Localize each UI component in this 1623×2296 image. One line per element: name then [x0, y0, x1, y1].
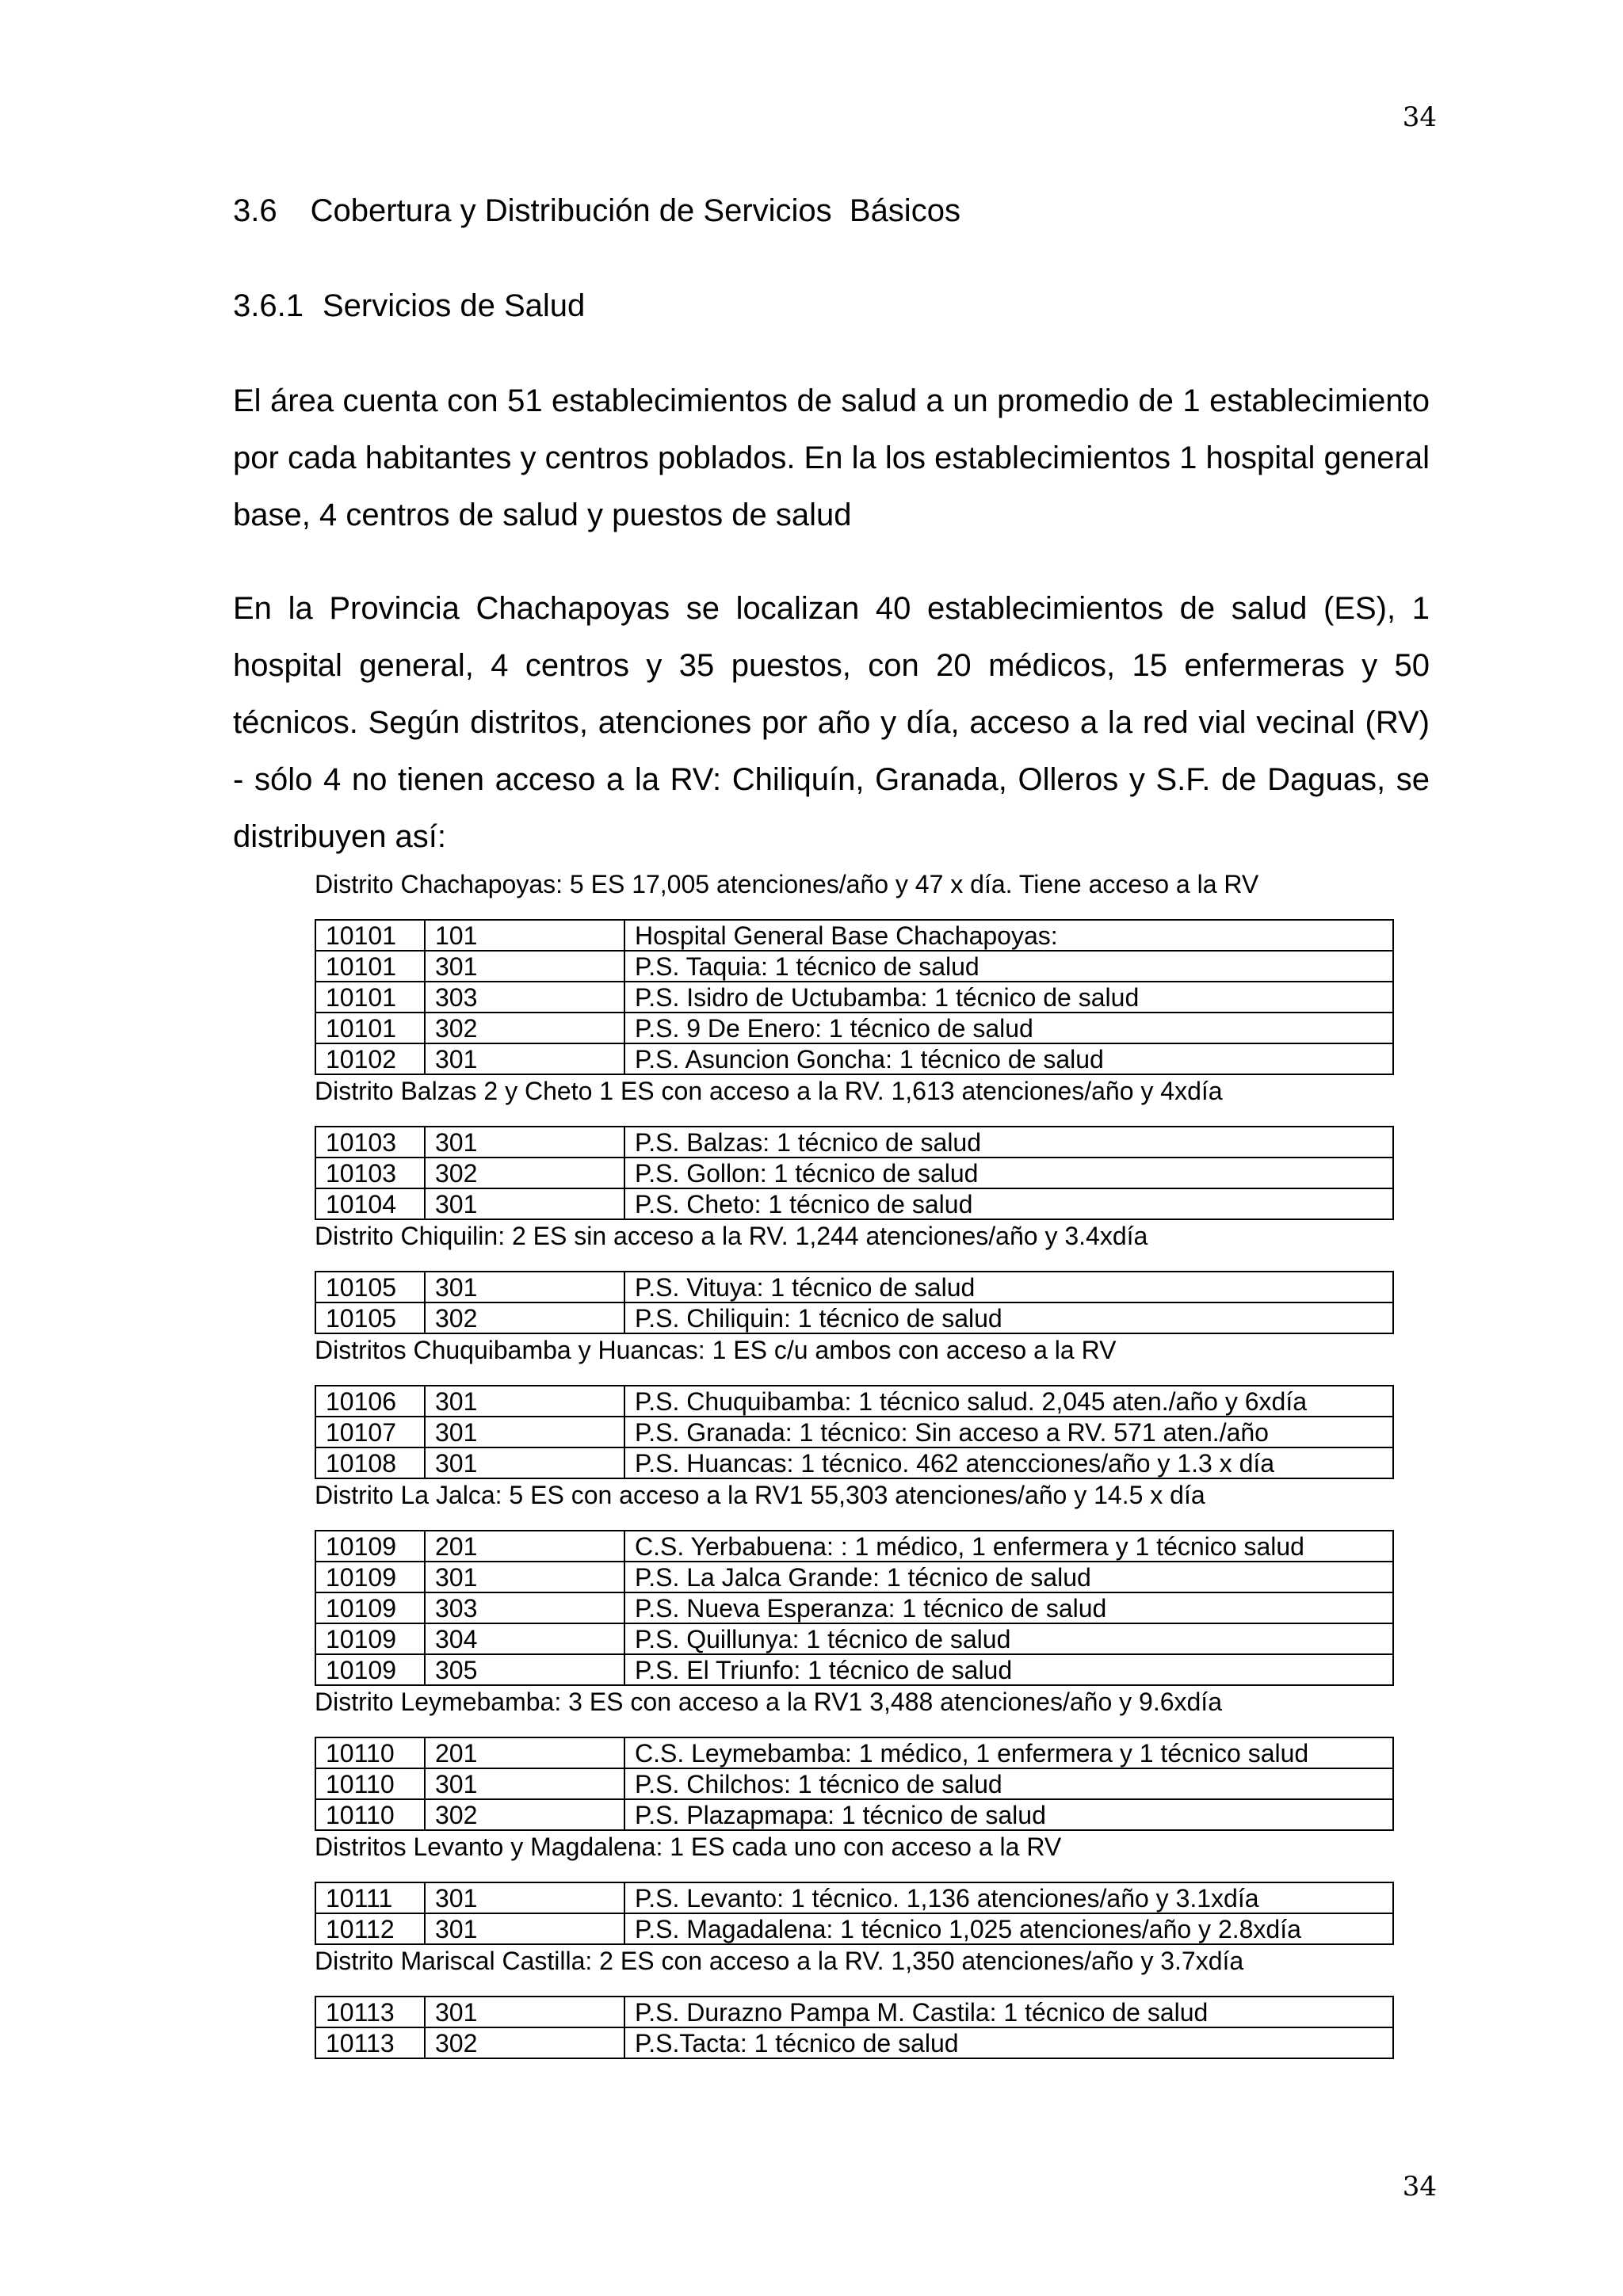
table-row — [315, 982, 1393, 1013]
table-row — [315, 1043, 1393, 1074]
district-code-cell: 10103 — [315, 1127, 425, 1158]
establishment-name-cell: P.S. Vituya: 1 técnico de salud — [624, 1272, 1393, 1302]
section-title: Cobertura y Distribución de Servicios Básicos — [310, 193, 960, 228]
district-table — [315, 1271, 1394, 1334]
district-caption: Distrito Chiquilin: 2 ES sin acceso a la RV. 1,244 atenciones/año y 3.4xdía — [315, 1222, 1148, 1250]
establishment-name-cell: P.S. Magadalena: 1 técnico 1,025 atenciones/año y 2.8xdía — [624, 1913, 1393, 1944]
table-row — [315, 1623, 1393, 1654]
section-number: 3.6 — [233, 193, 277, 228]
establishment-name-cell: P.S. Granada: 1 técnico: Sin acceso a RV. 571 aten./año — [624, 1417, 1393, 1447]
district-caption: Distritos Levanto y Magdalena: 1 ES cada uno con acceso a la RV — [315, 1833, 1062, 1861]
establishment-name-cell: P.S. El Triunfo: 1 técnico de salud — [624, 1654, 1393, 1685]
establishment-name-cell: P.S. Taquia: 1 técnico de salud — [624, 951, 1393, 982]
table-row — [315, 1799, 1393, 1830]
subsection-number: 3.6.1 — [233, 288, 304, 323]
district-code-cell: 10101 — [315, 920, 425, 951]
establishment-code-cell: 302 — [425, 1158, 624, 1188]
table-row — [315, 951, 1393, 982]
establishment-name-cell: P.S. Gollon: 1 técnico de salud — [624, 1158, 1393, 1188]
establishment-code-cell: 305 — [425, 1654, 624, 1685]
establishment-name-cell: P.S. Plazapmapa: 1 técnico de salud — [624, 1799, 1393, 1830]
establishment-code-cell: 301 — [425, 1127, 624, 1158]
establishment-code-cell: 101 — [425, 920, 624, 951]
district-table — [315, 1882, 1394, 1945]
district-code-cell: 10106 — [315, 1386, 425, 1417]
table-row — [315, 1386, 1393, 1417]
establishment-name-cell: C.S. Leymebamba: 1 médico, 1 enfermera y 1 técnico salud — [624, 1737, 1393, 1768]
table-row — [315, 1531, 1393, 1562]
establishment-name-cell: P.S. Huancas: 1 técnico. 462 atencciones/año y 1.3 x día — [624, 1447, 1393, 1478]
caption-spacer — [315, 1864, 1392, 1882]
establishment-code-cell: 301 — [425, 1188, 624, 1219]
district-table — [315, 1385, 1394, 1479]
district-caption: Distrito Leymebamba: 3 ES con acceso a la RV1 3,488 atenciones/año y 9.6xdía — [315, 1688, 1222, 1716]
district-code-cell: 10112 — [315, 1913, 425, 1944]
establishment-name-cell: P.S. Cheto: 1 técnico de salud — [624, 1188, 1393, 1219]
table-row — [315, 920, 1393, 951]
establishment-code-cell: 302 — [425, 1013, 624, 1043]
paragraph-1: El área cuenta con 51 establecimientos de salud a un promedio de 1 establecimiento por cada habitantes y centros poblados. En la los establecimientos 1 hospital general base, 4 centros de salud y puestos de salud — [233, 383, 1430, 532]
district-code-cell: 10110 — [315, 1799, 425, 1830]
district-code-cell: 10101 — [315, 951, 425, 982]
table-row — [315, 1997, 1393, 2027]
establishment-name-cell: P.S. Chuquibamba: 1 técnico salud. 2,045 aten./año y 6xdía — [624, 1386, 1393, 1417]
establishment-name-cell: P.S.Tacta: 1 técnico de salud — [624, 2027, 1393, 2058]
establishment-name-cell: P.S. Quillunya: 1 técnico de salud — [624, 1623, 1393, 1654]
caption-spacer — [315, 1108, 1392, 1126]
page-number-bottom: 34 — [1402, 2171, 1437, 2203]
district-code-cell: 10103 — [315, 1158, 425, 1188]
table-row — [315, 1188, 1393, 1219]
district-caption: Distrito Chachapoyas: 5 ES 17,005 atenciones/año y 47 x día. Tiene acceso a la RV — [315, 870, 1259, 898]
district-code-cell: 10113 — [315, 1997, 425, 2027]
district-caption: Distritos Chuquibamba y Huancas: 1 ES c/u ambos con acceso a la RV — [315, 1336, 1117, 1364]
table-row — [315, 1913, 1393, 1944]
table-row — [315, 1737, 1393, 1768]
district-table — [315, 919, 1394, 1075]
subsection-title: Servicios de Salud — [322, 288, 586, 323]
establishment-code-cell: 304 — [425, 1623, 624, 1654]
establishment-code-cell: 301 — [425, 1913, 624, 1944]
establishment-name-cell: P.S. Asuncion Goncha: 1 técnico de salud — [624, 1043, 1393, 1074]
table-row — [315, 1417, 1393, 1447]
table-row — [315, 1127, 1393, 1158]
district-code-cell: 10101 — [315, 982, 425, 1013]
district-table — [315, 1737, 1394, 1831]
district-code-cell: 10102 — [315, 1043, 425, 1074]
establishment-name-cell: Hospital General Base Chachapoyas: — [624, 920, 1393, 951]
establishment-name-cell: P.S. La Jalca Grande: 1 técnico de salud — [624, 1562, 1393, 1592]
establishment-code-cell: 301 — [425, 1272, 624, 1302]
caption-spacer — [315, 1978, 1392, 1996]
establishment-code-cell: 301 — [425, 1386, 624, 1417]
table-row — [315, 1882, 1393, 1913]
establishment-code-cell: 301 — [425, 1997, 624, 2027]
paragraph-2: En la Provincia Chachapoyas se localizan 40 establecimientos de salud (ES), 1 hospital general, 4 centros y 35 puestos, con 20 médicos, 15 enfermeras y 50 técnicos. Según distritos, atenciones por año y día, acceso a la red vial vecinal (RV) - sólo 4 no tienen acceso a la RV: Chiliquín, Granada, Olleros y S.F. de Daguas, se distribuyen así: — [233, 591, 1430, 854]
district-caption: Distrito La Jalca: 5 ES con acceso a la RV1 55,303 atenciones/año y 14.5 x día — [315, 1481, 1205, 1509]
table-row — [315, 1447, 1393, 1478]
district-code-cell: 10109 — [315, 1592, 425, 1623]
subsection-heading — [233, 288, 585, 324]
table-row — [315, 1158, 1393, 1188]
table-row — [315, 1654, 1393, 1685]
district-caption: Distrito Mariscal Castilla: 2 ES con acceso a la RV. 1,350 atenciones/año y 3.7xdía — [315, 1947, 1244, 1975]
establishment-code-cell: 201 — [425, 1531, 624, 1562]
establishment-code-cell: 301 — [425, 1447, 624, 1478]
district-code-cell: 10107 — [315, 1417, 425, 1447]
district-code-cell: 10105 — [315, 1302, 425, 1333]
establishment-name-cell: P.S. Chilchos: 1 técnico de salud — [624, 1768, 1393, 1799]
district-code-cell: 10109 — [315, 1654, 425, 1685]
table-row — [315, 1592, 1393, 1623]
district-code-cell: 10108 — [315, 1447, 425, 1478]
establishment-name-cell: P.S. Balzas: 1 técnico de salud — [624, 1127, 1393, 1158]
district-code-cell: 10101 — [315, 1013, 425, 1043]
caption-spacer — [315, 902, 1392, 919]
table-row — [315, 1302, 1393, 1333]
caption-spacer — [315, 1253, 1392, 1271]
district-table — [315, 1126, 1394, 1220]
establishment-code-cell: 303 — [425, 1592, 624, 1623]
district-code-cell: 10113 — [315, 2027, 425, 2058]
establishment-code-cell: 301 — [425, 1562, 624, 1592]
establishment-code-cell: 302 — [425, 1799, 624, 1830]
caption-spacer — [315, 1719, 1392, 1737]
table-row — [315, 2027, 1393, 2058]
caption-spacer — [315, 1367, 1392, 1385]
establishment-code-cell: 301 — [425, 951, 624, 982]
district-code-cell: 10110 — [315, 1768, 425, 1799]
establishment-code-cell: 201 — [425, 1737, 624, 1768]
establishment-code-cell: 301 — [425, 1043, 624, 1074]
establishment-name-cell: P.S. Isidro de Uctubamba: 1 técnico de salud — [624, 982, 1393, 1013]
table-row — [315, 1768, 1393, 1799]
establishment-name-cell: P.S. Durazno Pampa M. Castila: 1 técnico de salud — [624, 1997, 1393, 2027]
establishment-code-cell: 302 — [425, 1302, 624, 1333]
caption-spacer — [315, 1512, 1392, 1530]
district-code-cell: 10110 — [315, 1737, 425, 1768]
table-row — [315, 1013, 1393, 1043]
section-heading — [233, 193, 960, 229]
district-caption: Distrito Balzas 2 y Cheto 1 ES con acceso a la RV. 1,613 atenciones/año y 4xdía — [315, 1077, 1223, 1105]
district-table — [315, 1530, 1394, 1686]
district-tables — [315, 868, 1392, 2059]
establishment-code-cell: 301 — [425, 1768, 624, 1799]
district-code-cell: 10109 — [315, 1623, 425, 1654]
establishment-name-cell: C.S. Yerbabuena: : 1 médico, 1 enfermera y 1 técnico salud — [624, 1531, 1393, 1562]
establishment-code-cell: 302 — [425, 2027, 624, 2058]
establishment-code-cell: 303 — [425, 982, 624, 1013]
district-code-cell: 10111 — [315, 1882, 425, 1913]
district-code-cell: 10109 — [315, 1531, 425, 1562]
establishment-name-cell: P.S. Nueva Esperanza: 1 técnico de salud — [624, 1592, 1393, 1623]
establishment-name-cell: P.S. Levanto: 1 técnico. 1,136 atenciones/año y 3.1xdía — [624, 1882, 1393, 1913]
table-row — [315, 1562, 1393, 1592]
district-code-cell: 10109 — [315, 1562, 425, 1592]
district-code-cell: 10105 — [315, 1272, 425, 1302]
establishment-name-cell: P.S. 9 De Enero: 1 técnico de salud — [624, 1013, 1393, 1043]
district-table — [315, 1996, 1394, 2059]
establishment-name-cell: P.S. Chiliquin: 1 técnico de salud — [624, 1302, 1393, 1333]
page-number-top: 34 — [1402, 101, 1437, 133]
district-code-cell: 10104 — [315, 1188, 425, 1219]
establishment-code-cell: 301 — [425, 1882, 624, 1913]
establishment-code-cell: 301 — [425, 1417, 624, 1447]
table-row — [315, 1272, 1393, 1302]
